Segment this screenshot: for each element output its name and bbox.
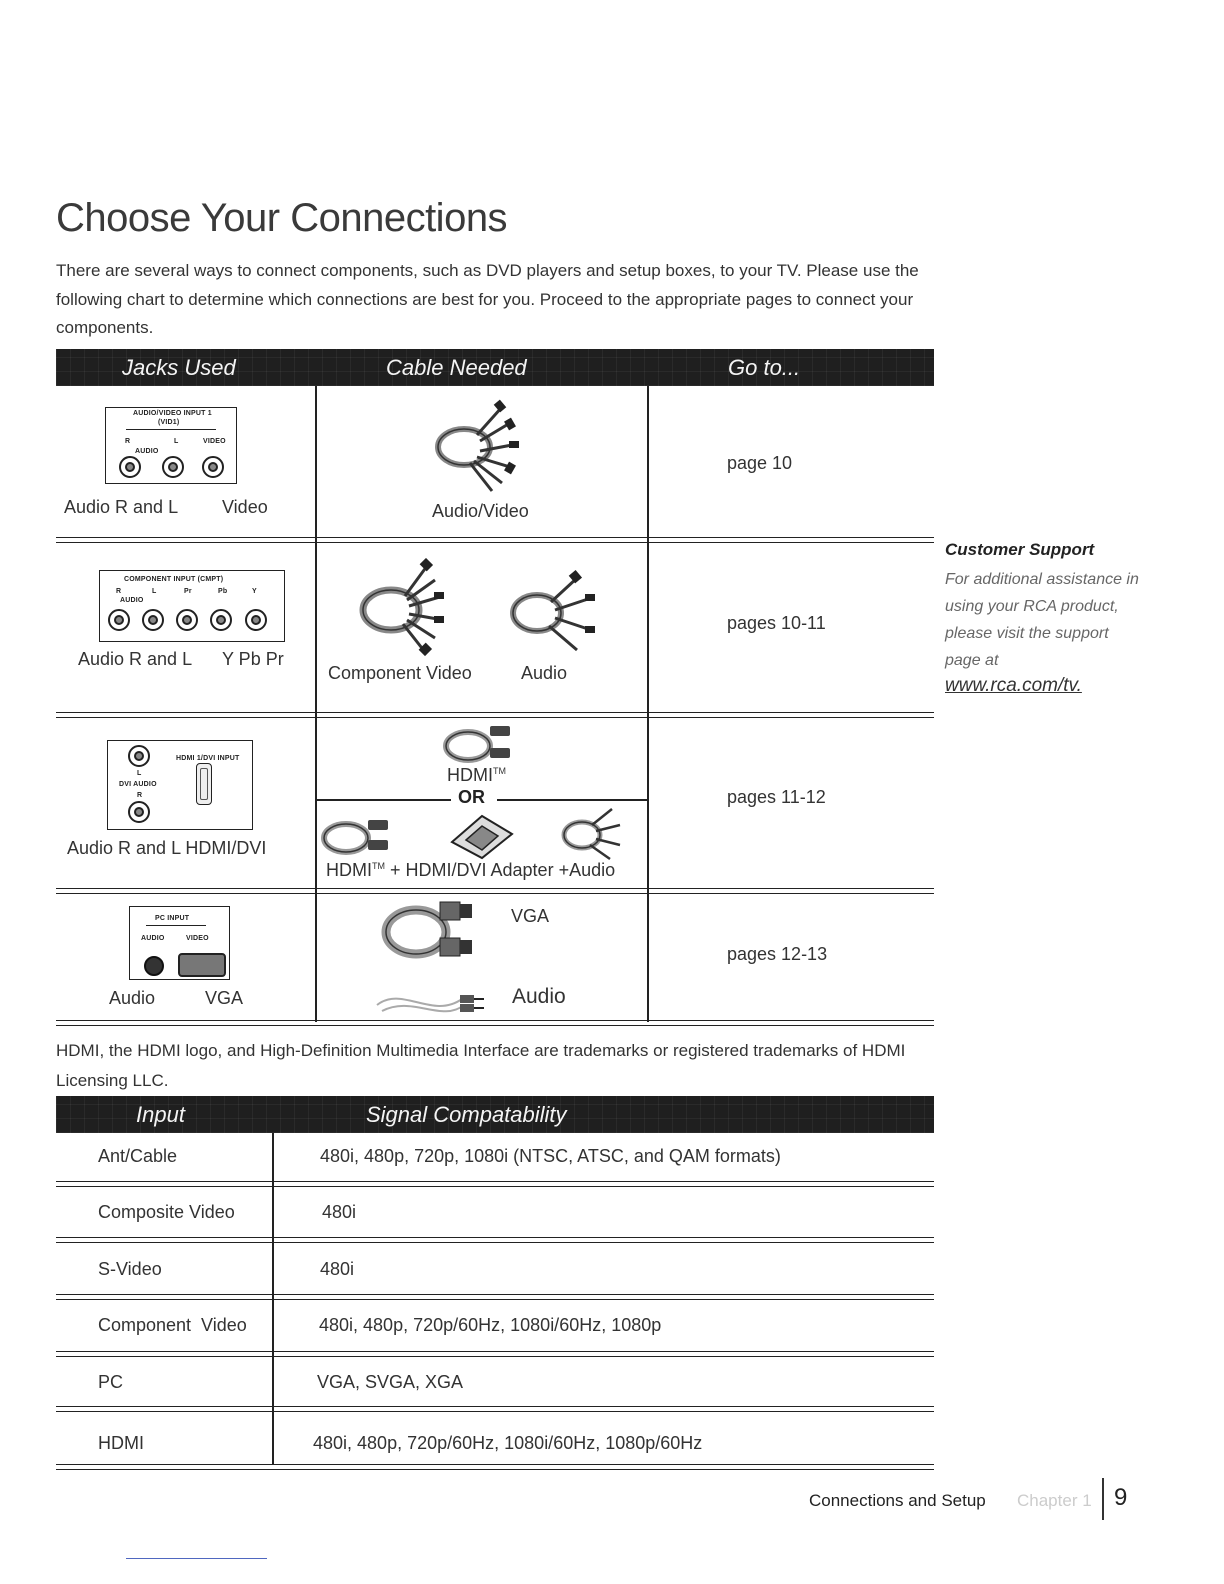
hdmi-label: HDMI <box>326 860 372 880</box>
bracket-line <box>146 925 206 926</box>
goto-row-4: pages 12-13 <box>727 944 828 964</box>
signal-row-value: 480i <box>322 1202 357 1222</box>
label-l: L <box>152 588 157 595</box>
connections-table-header <box>56 349 934 386</box>
av-input-panel <box>105 407 237 484</box>
hdmi-port <box>196 763 212 805</box>
audio-cable-icon <box>507 568 607 658</box>
label-pr: Pr <box>184 588 192 595</box>
header-input: Input <box>136 1102 185 1127</box>
row-divider <box>56 1020 934 1026</box>
label-video: VIDEO <box>186 935 209 942</box>
footer-section-title: Connections and Setup <box>809 1491 986 1510</box>
signal-row-input: Ant/Cable <box>98 1146 178 1166</box>
hdmi-dvi-input-panel <box>107 740 253 830</box>
pc-input-panel <box>129 906 230 980</box>
label-audio: AUDIO <box>141 935 165 942</box>
panel-title: HDMI 1/DVI INPUT <box>176 755 240 762</box>
row-divider <box>56 537 934 543</box>
vga-cable-icon <box>380 896 490 971</box>
component-input-panel <box>99 570 285 642</box>
header-cable-needed: Cable Needed <box>386 355 527 380</box>
panel-subtitle: (VID1) <box>158 419 180 426</box>
label-r: R <box>125 438 131 445</box>
tm-mark: TM <box>372 861 385 871</box>
signal-row-value: 480i <box>320 1259 355 1279</box>
cable-caption-vga: VGA <box>511 906 550 926</box>
hdmi-cable-icon <box>440 720 520 770</box>
jacks-caption-vga: VGA <box>205 988 244 1008</box>
row-divider <box>56 1464 934 1470</box>
header-go-to: Go to... <box>728 355 801 380</box>
goto-row-2: pages 10-11 <box>727 613 826 633</box>
dvi-audio-r-jack <box>128 801 150 823</box>
signal-row-input: S-Video <box>98 1259 162 1279</box>
signal-row-value: 480i, 480p, 720p, 1080i (NTSC, ATSC, and QAM formats) <box>320 1146 781 1166</box>
cable-caption-component: Component Video <box>328 663 472 683</box>
hdmi-dvi-adapter-icon <box>442 812 522 862</box>
panel-title: PC INPUT <box>155 915 190 922</box>
column-divider <box>647 386 649 1022</box>
cable-caption-audio: Audio <box>521 663 568 683</box>
page-number: 9 <box>1114 1484 1128 1511</box>
row-divider <box>56 1351 934 1357</box>
pr-jack <box>176 609 198 631</box>
panel-title: COMPONENT INPUT (CMPT) <box>124 576 224 583</box>
row-divider <box>56 888 934 894</box>
label-r: R <box>137 792 143 799</box>
row-divider <box>56 1294 934 1300</box>
or-label: OR <box>458 787 485 807</box>
footer-chapter: Chapter 1 <box>1017 1491 1092 1510</box>
label-l: L <box>137 770 142 777</box>
audio-r-jack <box>108 609 130 631</box>
label-y: Y <box>252 588 257 595</box>
column-divider <box>315 386 317 1022</box>
label-pb: Pb <box>218 588 228 595</box>
label-dvi-audio: DVI AUDIO <box>119 781 157 788</box>
av-cable-icon <box>432 397 532 497</box>
tm-mark: TM <box>493 766 506 776</box>
signal-row-input: Component Video <box>98 1315 247 1335</box>
audio-cable-icon <box>560 803 630 863</box>
signal-row-value: 480i, 480p, 720p/60Hz, 1080i/60Hz, 1080p <box>319 1315 662 1335</box>
footer-separator <box>1102 1478 1104 1520</box>
label-video: VIDEO <box>203 438 226 445</box>
vga-port <box>178 953 226 977</box>
header-jacks-used: Jacks Used <box>122 355 236 380</box>
jacks-caption-audio: Audio R and L <box>78 649 193 669</box>
support-link[interactable]: www.rca.com/tv. <box>945 675 1082 696</box>
label-audio: AUDIO <box>135 448 159 455</box>
row-divider <box>56 1237 934 1243</box>
cable-caption-hdmi <box>447 765 506 786</box>
panel-title: AUDIO/VIDEO INPUT 1 <box>133 410 212 417</box>
dvi-audio-l-jack <box>128 745 150 767</box>
cable-caption-hdmi-adapter-audio <box>326 860 615 881</box>
page-title: Choose Your Connections <box>56 196 508 240</box>
row-divider <box>56 712 934 718</box>
label-audio: AUDIO <box>120 597 144 604</box>
signal-row-input: HDMI <box>98 1433 144 1453</box>
goto-row-3: pages 11-12 <box>727 787 826 807</box>
jacks-caption-audio: Audio <box>109 988 156 1008</box>
adapter-audio-label: + HDMI/DVI Adapter +Audio <box>385 860 616 880</box>
hdmi-label: HDMI <box>447 765 493 785</box>
label-r: R <box>116 588 122 595</box>
audio-r-jack <box>119 456 141 478</box>
customer-support-body: For additional assistance in using your RCA product, please visit the support page at <box>945 571 1139 669</box>
customer-support-heading: Customer Support <box>945 540 1095 559</box>
row-divider <box>56 1406 934 1412</box>
label-l: L <box>174 438 179 445</box>
row-divider <box>56 1181 934 1187</box>
jacks-caption-ypbpr: Y Pb Pr <box>222 649 284 669</box>
bottom-divider <box>126 1558 267 1559</box>
y-jack <box>245 609 267 631</box>
audio-mini-jack <box>144 956 164 976</box>
signal-row-value: 480i, 480p, 720p/60Hz, 1080i/60Hz, 1080p/60Hz <box>313 1433 703 1453</box>
header-signal-compatability: Signal Compatability <box>366 1102 567 1127</box>
or-divider-left <box>317 799 451 801</box>
hdmi-cable-icon <box>318 812 398 862</box>
goto-row-1: page 10 <box>727 453 793 473</box>
jacks-caption-video: Video <box>222 497 268 517</box>
audio-l-jack <box>142 609 164 631</box>
or-divider-right <box>497 799 647 801</box>
signal-row-input: Composite Video <box>98 1202 235 1222</box>
component-cable-icon <box>355 558 455 658</box>
jacks-caption-hdmi-dvi: Audio R and L HDMI/DVI <box>67 838 267 858</box>
trademark-note: HDMI, the HDMI logo, and High-Definition Multimedia Interface are trademarks or registered trademarks of HDMI Licensing LLC. <box>56 1041 906 1090</box>
audio-l-jack <box>162 456 184 478</box>
signal-row-input: PC <box>98 1372 124 1392</box>
intro-paragraph: There are several ways to connect components, such as DVD players and setup boxes, to your TV. Please use the following chart to determine which connections are best for you. Proceed to the appropriate pages to connect your components. <box>56 261 919 337</box>
pb-jack <box>210 609 232 631</box>
audio-mini-cable-icon <box>372 975 492 1020</box>
signal-row-value: VGA, SVGA, XGA <box>317 1372 464 1392</box>
video-jack <box>202 456 224 478</box>
jacks-caption-audio: Audio R and L <box>64 497 179 517</box>
signal-table-header <box>56 1096 934 1133</box>
bracket-line <box>126 429 216 430</box>
cable-caption-audio: Audio <box>512 985 566 1008</box>
cable-caption-av: Audio/Video <box>432 501 529 521</box>
